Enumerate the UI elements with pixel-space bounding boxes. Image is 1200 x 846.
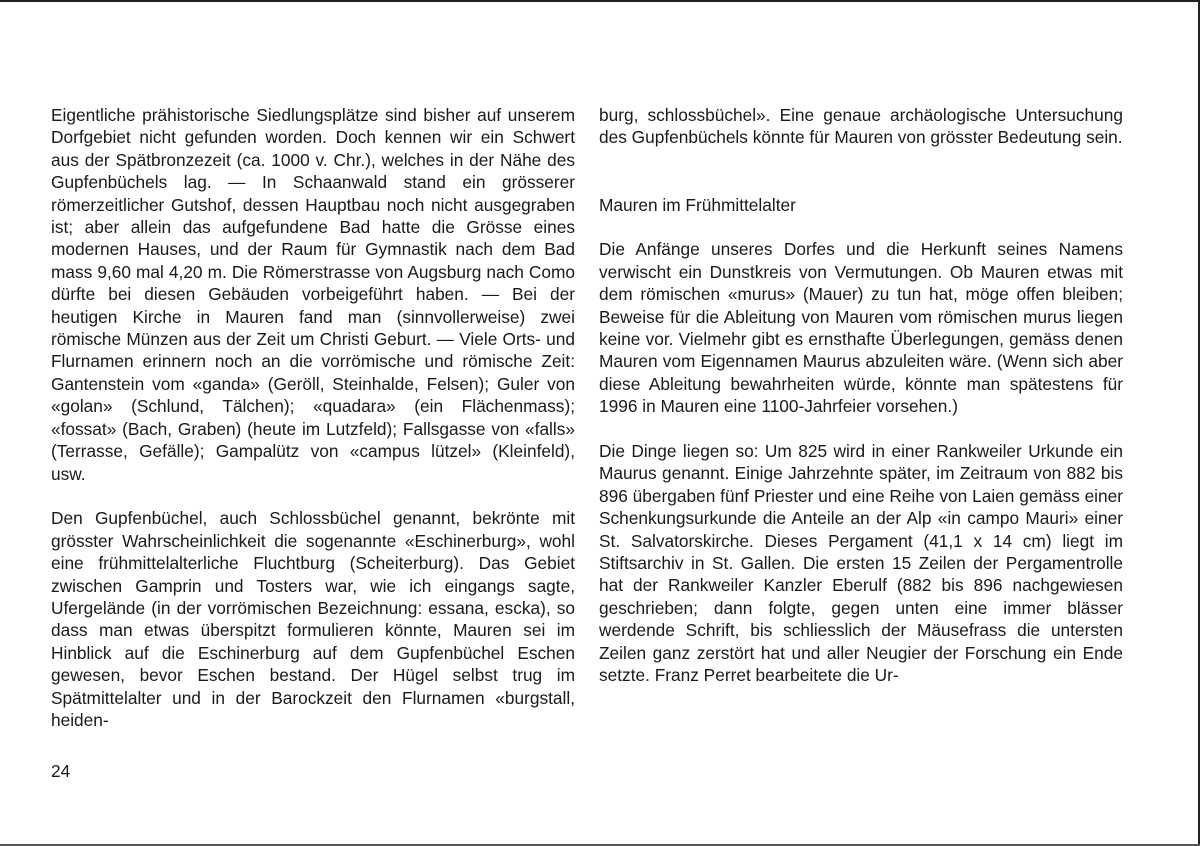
paragraph-gap (599, 149, 1123, 171)
paragraph-gap (599, 418, 1123, 440)
paragraph-gap (51, 485, 575, 507)
right-paragraph-1: burg, schlossbüchel». Eine genaue archäologische Untersuchung des Gupfenbüchels könnte für Mauren von grösster Bedeutung sein. (599, 105, 1123, 148)
page-top-edge (0, 0, 1200, 2)
paragraph-gap (599, 216, 1123, 238)
right-column (599, 104, 1123, 687)
paragraph-gap (599, 171, 1123, 193)
left-paragraph-2: Den Gupfenbüchel, auch Schlossbüchel genannt, bekrönte mit grösster Wahrscheinlichkeit die sogenannte «Eschinerburg», wohl eine frühmittelalterliche Fluchtburg (Scheiterburg). Das Gebiet zwischen Gamprin und Tosters war, wie ich eingangs sagte, Ufergelände (in der vorrömischen Bezeichnung: essana, escka), so dass man etwas überspitzt formulieren könnte, Mauren sei im Hinblick auf die Eschinerburg auf dem Gupfenbüchel Eschen gewesen, bevor Eschen bestand. Der Hügel selbst trug im Spätmittelalter und in der Barockzeit den Flurnamen «burgstall, heiden- (51, 508, 575, 730)
section-heading: Mauren im Frühmittelalter (599, 194, 796, 215)
page-number: 24 (51, 761, 71, 781)
right-paragraph-2: Die Anfänge unseres Dorfes und die Herkunft seines Namens verwischt ein Dunstkreis von Vermutungen. Ob Mauren etwas mit dem römischen «murus» (Mauer) zu tun hat, möge offen bleiben; Beweise für die Ableitung von Mauren vom römischen murus liegen keine vor. Vielmehr gibt es ernsthafte Überlegungen, gemäss denen Mauren vom Eigennamen Maurus abzuleiten wäre. (Wenn sich aber diese Ableitung bewahrheiten würde, könnte man spätestens für 1996 in Mauren eine 1100-Jahrfeier vorsehen.) (599, 239, 1123, 417)
left-column (51, 104, 575, 731)
left-paragraph-1: Eigentliche prähistorische Siedlungsplätze sind bisher auf unserem Dorfgebiet nicht gefunden worden. Doch kennen wir ein Schwert aus der Spätbronzezeit (ca. 1000 v. Chr.), welches in der Nähe des Gupfenbüchels lag. — In Schaanwald stand ein grösserer römerzeitlicher Gutshof, dessen Hauptbau noch nicht ausgegraben ist; aber allein das aufgefundene Bad hatte die Grösse eines modernen Hauses, und der Raum für Gymnastik nach dem Bad mass 9,60 mal 4,20 m. Die Römerstrasse von Augsburg nach Como dürfte bei diesen Gebäuden vorbeigeführt haben. — Bei der heutigen Kirche in Mauren fand man (sinnvollerweise) zwei römische Münzen aus der Zeit um Christi Geburt. — Viele Orts- und Flurnamen erinnern noch an die vorrömische und römische Zeit: Gantenstein vom «ganda» (Geröll, Steinhalde, Felsen); Guler von «golan» (Schlund, Tälchen); «quadara» (ein Flächenmass); «fossat» (Bach, Graben) (heute im Lutzfeld); Fallsgasse von «falls» (Terrasse, Gefälle); Gampalütz von «campus lützel» (Kleinfeld), usw. (51, 105, 575, 484)
right-paragraph-3: Die Dinge liegen so: Um 825 wird in einer Rankweiler Urkunde ein Maurus genannt. Einige Jahrzehnte später, im Zeitraum von 882 bis 896 übergaben fünf Priester und eine Reihe von Laien gemäss einer Schenkungsurkunde die Anteile an der Alp «in campo Mauri» einer St. Salvatorskirche. Dieses Pergament (41,1 x 14 cm) liegt im Stiftsarchiv in St. Gallen. Die ersten 15 Zeilen der Pergamentrolle hat der Rankweiler Kanzler Eberulf (882 bis 896 nachgewiesen geschrieben; dann folgte, gegen unten eine immer blässer werdende Schrift, bis schliesslich der Mäusefrass die untersten Zeilen ganz zerstört hat und aller Neugier der Forschung ein Ende setzte. Franz Perret bearbeitete die Ur- (599, 441, 1123, 686)
